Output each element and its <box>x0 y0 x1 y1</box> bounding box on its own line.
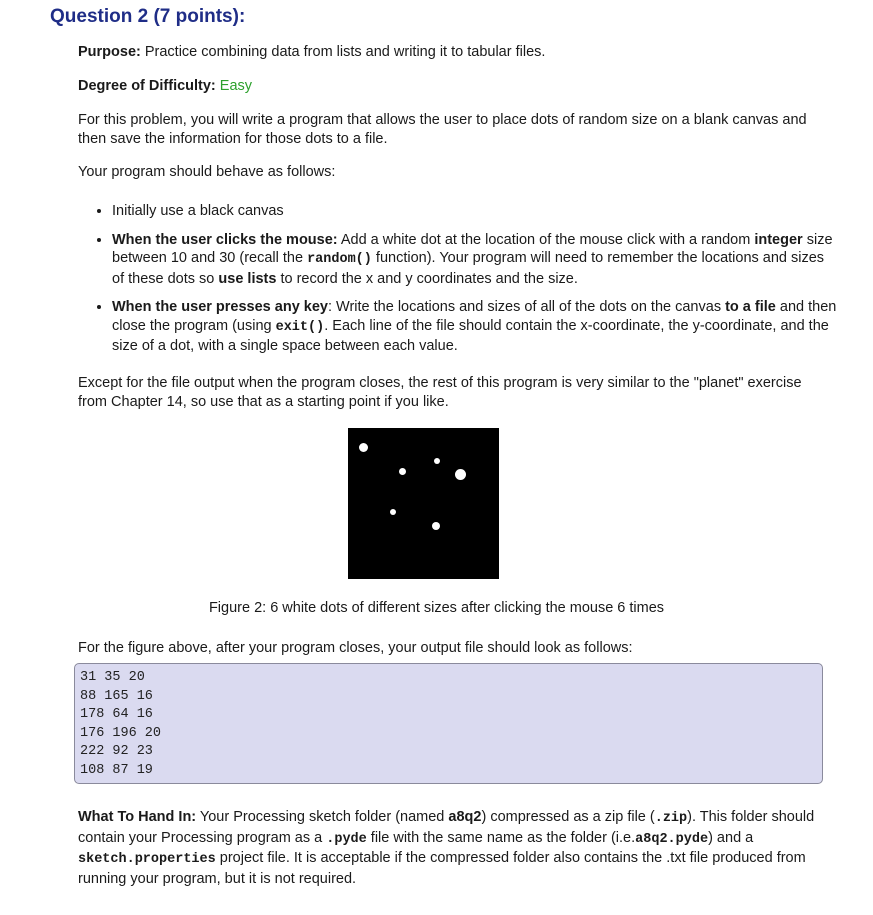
except-paragraph: Except for the file output when the program closes, the rest of this program is very similar to the "planet" exercise from Chapter 14, so use that as a starting point if you like. <box>78 375 802 410</box>
difficulty-label: Degree of Difficulty: <box>78 78 216 94</box>
handin-text: ) and a <box>708 829 754 846</box>
purpose-paragraph <box>78 43 820 62</box>
figure-canvas <box>348 428 499 579</box>
bullet-3-text: : Write the locations and sizes of all of the dots on the canvas <box>328 299 726 315</box>
output-line: 176 196 20 <box>80 725 162 741</box>
after-paragraph: For the figure above, after your program closes, your output file should look as follows: <box>78 640 633 656</box>
output-line: 88 165 16 <box>80 688 153 704</box>
bullet-3-label: When the user presses any key <box>112 299 328 315</box>
list-item <box>112 298 838 356</box>
figure-caption: Figure 2: 6 white dots of different sizes after clicking the mouse 6 times <box>208 600 665 616</box>
list-item <box>112 202 838 221</box>
handin-text: project file. It is acceptable if the compressed folder also contains the .txt file produced from running your program, but it is not required. <box>78 850 806 887</box>
handin-zip: .zip <box>654 811 688 826</box>
handin-text: ). This folder should contain your Processing program as a <box>78 809 815 846</box>
dot <box>399 468 406 475</box>
behavior-list <box>94 202 838 366</box>
output-line: 108 87 19 <box>80 762 153 778</box>
bullet-2-text: size between 10 and 30 (recall the <box>112 231 833 266</box>
handin-text: file with the same name as the folder (i.e. <box>366 829 636 846</box>
bullet-3-bold: to a file <box>725 299 776 315</box>
handin-label: What To Hand In: <box>78 809 197 825</box>
question-heading: Question 2 (7 points): <box>50 6 246 27</box>
purpose-text: Practice combining data from lists and writing it to tabular files. <box>140 44 546 60</box>
handin-text: Your Processing sketch folder (named <box>196 809 449 825</box>
bullet-2-bold: integer <box>754 231 803 248</box>
bullet-2-text: Add a white dot at the location of the mouse click with a random <box>337 231 755 248</box>
bullet-3-text: and then close the program (using <box>112 299 837 334</box>
handin-props: sketch.properties <box>78 852 216 867</box>
dot <box>359 443 368 452</box>
bullet-2-code: random() <box>307 252 372 267</box>
handin-pyde: .pyde <box>326 831 367 847</box>
bullet-1-text: Initially use a black canvas <box>112 203 284 219</box>
handin-folder: a8q2 <box>448 809 482 825</box>
bullet-3-text: . Each line of the file should contain the x-coordinate, the y-coordinate, and the size of a dot, with a single space between each value. <box>112 317 829 354</box>
purpose-label: Purpose: <box>78 44 141 60</box>
dot <box>390 509 396 515</box>
dot <box>455 469 466 480</box>
handin-text: ) compressed as a zip file ( <box>481 809 655 825</box>
dot <box>434 458 440 464</box>
handin-paragraph <box>78 808 820 888</box>
bullet-2-label: When the user clicks the mouse: <box>112 231 338 248</box>
difficulty-paragraph <box>78 77 820 96</box>
behave-paragraph: Your program should behave as follows: <box>78 164 336 180</box>
handin-pyde-name: a8q2.pyde <box>635 831 709 847</box>
output-line: 222 92 23 <box>80 744 153 759</box>
dot <box>432 522 440 530</box>
bullet-2-text: to record the x and y coordinates and the size. <box>276 270 578 287</box>
bullet-2-bold: use lists <box>218 270 277 287</box>
list-item <box>112 231 838 289</box>
bullet-3-code: exit() <box>275 319 325 335</box>
bullet-2-text: function). Your program will need to remember the locations and sizes of these dots so <box>112 250 825 287</box>
output-line: 178 64 16 <box>80 707 153 722</box>
difficulty-value: Easy <box>219 78 253 94</box>
intro-paragraph: For this problem, you will write a program that allows the user to place dots of random size on a blank canvas and then save the information for those dots to a file. <box>78 112 807 147</box>
output-file-box <box>74 663 823 784</box>
output-line: 31 35 20 <box>80 670 145 685</box>
